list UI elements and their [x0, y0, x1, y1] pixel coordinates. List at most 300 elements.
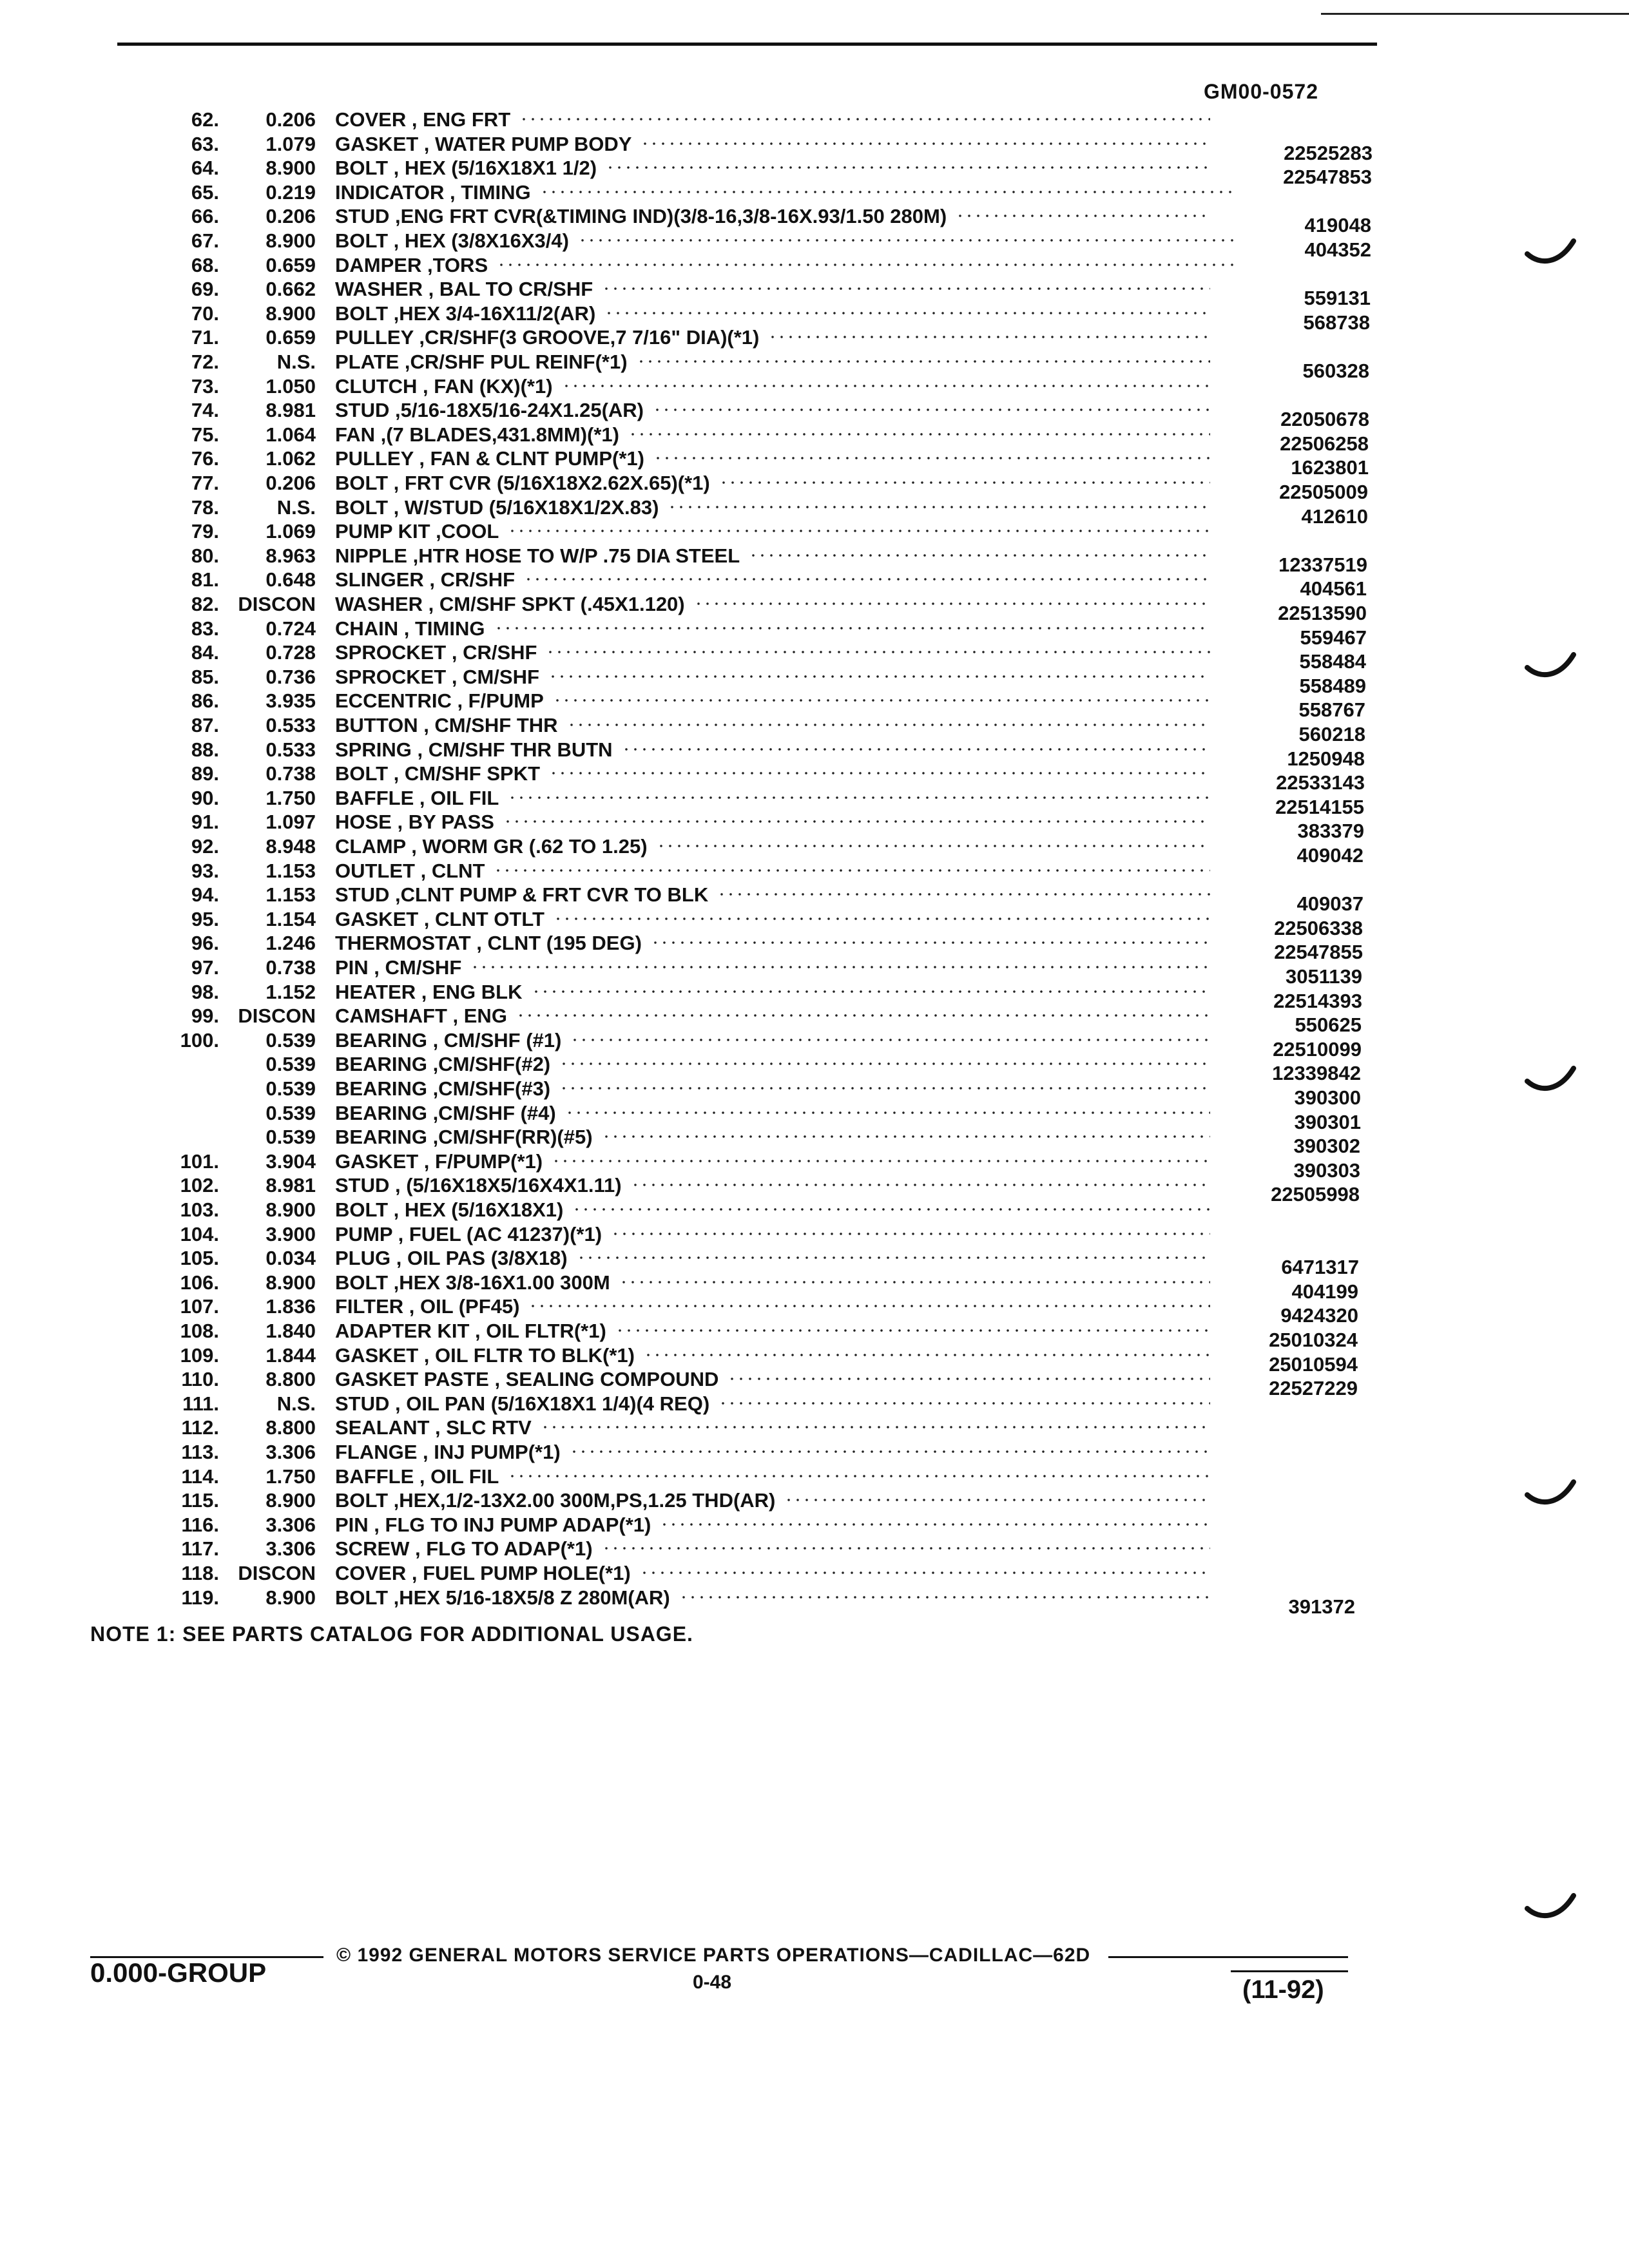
item-number: 97. — [191, 956, 219, 979]
part-row — [0, 132, 1629, 164]
part-description: BUTTON , CM/SHF THR — [335, 714, 558, 736]
part-description: THERMOSTAT , CLNT (195 DEG) — [335, 932, 642, 955]
group-number: 3.306 — [265, 1513, 316, 1536]
part-number: 25010594 — [1269, 1352, 1358, 1376]
dot-leader — [565, 1111, 1210, 1115]
item-number: 62. — [191, 108, 219, 131]
part-number: 22505998 — [1271, 1183, 1360, 1206]
part-row — [0, 1562, 1629, 1586]
part-description: STUD , (5/16X18X5/16X4X1.11) — [335, 1174, 622, 1197]
part-number: 409042 — [1296, 844, 1364, 867]
dot-leader — [628, 432, 1210, 436]
binder-hook-icon — [1525, 1055, 1579, 1110]
part-description: BEARING ,CM/SHF(RR)(#5) — [335, 1126, 593, 1149]
part-row — [0, 883, 1629, 916]
item-number: 94. — [191, 883, 219, 907]
part-row — [0, 1149, 1629, 1182]
part-description: SPROCKET , CM/SHF — [335, 665, 539, 688]
binder-hook-icon — [1525, 642, 1579, 696]
part-description: BOLT , FRT CVR (5/16X18X2.62X.65)(*1) — [335, 472, 710, 494]
part-description: FLANGE , INJ PUMP(*1) — [335, 1441, 561, 1463]
dot-leader — [717, 892, 1210, 896]
part-description: OUTLET , CLNT — [335, 859, 485, 882]
part-row — [0, 617, 1629, 649]
dot-leader — [653, 408, 1210, 412]
group-number: 0.648 — [265, 568, 316, 591]
item-number: 74. — [191, 399, 219, 422]
part-description: PIN , FLG TO INJ PUMP ADAP(*1) — [335, 1513, 651, 1536]
item-number: 90. — [191, 786, 219, 809]
part-description: BOLT , HEX (5/16X18X1 1/2) — [335, 157, 597, 180]
part-description: BEARING ,CM/SHF(#2) — [335, 1053, 551, 1076]
item-number: 93. — [191, 859, 219, 882]
part-number: 25010324 — [1269, 1329, 1358, 1351]
binder-hook-icon — [1525, 1883, 1579, 1937]
item-number: 86. — [191, 689, 219, 713]
part-number: 550625 — [1295, 1014, 1362, 1037]
part-number: 390303 — [1293, 1158, 1360, 1182]
dot-leader — [728, 1377, 1210, 1381]
part-row — [0, 544, 1629, 576]
part-row — [0, 1416, 1629, 1440]
part-description: PLUG , OIL PAS (3/8X18) — [335, 1247, 568, 1270]
item-number: 119. — [181, 1586, 219, 1609]
item-number: 85. — [191, 665, 219, 688]
part-row — [0, 811, 1629, 843]
item-number: 70. — [191, 302, 219, 325]
dot-leader — [553, 698, 1210, 702]
part-row — [0, 423, 1629, 455]
dot-leader — [494, 626, 1210, 630]
item-number: 108. — [180, 1320, 219, 1342]
group-number: 8.963 — [265, 544, 316, 567]
part-row — [0, 108, 1629, 132]
dot-leader — [578, 238, 1236, 242]
part-number: 560218 — [1298, 723, 1365, 745]
part-description: BAFFLE , OIL FIL — [335, 786, 499, 809]
part-description: BEARING ,CM/SHF (#4) — [335, 1101, 556, 1124]
part-row — [0, 1028, 1629, 1061]
part-row — [0, 1320, 1629, 1351]
footnote: NOTE 1: SEE PARTS CATALOG FOR ADDITIONAL USAGE. — [90, 1622, 693, 1646]
corner-rule — [1321, 13, 1629, 15]
part-number: 559131 — [1304, 287, 1371, 310]
group-number: 8.948 — [265, 835, 316, 858]
part-row — [0, 1586, 1629, 1618]
part-description: SPROCKET , CR/SHF — [335, 641, 537, 664]
part-number: 22505009 — [1279, 481, 1368, 503]
group-number: 0.539 — [265, 1028, 316, 1052]
group-number: 0.539 — [265, 1077, 316, 1100]
part-description: BOLT , HEX (5/16X18X1) — [335, 1198, 564, 1221]
part-number: 22050678 — [1280, 408, 1369, 431]
group-number: 1.152 — [265, 980, 316, 1003]
part-row — [0, 520, 1629, 544]
item-number: 101. — [180, 1149, 219, 1173]
part-description: GASKET PASTE , SEALING COMPOUND — [335, 1368, 719, 1391]
part-description: BEARING ,CM/SHF(#3) — [335, 1077, 551, 1100]
item-number: 102. — [180, 1174, 219, 1197]
dot-leader — [570, 1038, 1210, 1042]
part-number: 560328 — [1302, 360, 1369, 382]
dot-leader — [657, 844, 1210, 848]
item-number: 78. — [191, 495, 219, 519]
part-row — [0, 1077, 1629, 1109]
dot-leader — [641, 142, 1210, 146]
part-description: PLATE ,CR/SHF PUL REINF(*1) — [335, 351, 628, 373]
part-number: 22513590 — [1278, 602, 1367, 624]
item-number: 75. — [191, 423, 219, 446]
dot-leader — [679, 1595, 1210, 1599]
part-description: BOLT ,HEX 5/16-18X5/8 Z 280M(AR) — [335, 1586, 670, 1609]
dot-leader — [508, 796, 1210, 800]
dot-leader — [784, 1498, 1210, 1502]
item-number: 98. — [191, 980, 219, 1003]
group-number: 8.900 — [265, 1489, 316, 1512]
item-number: 89. — [191, 762, 219, 785]
part-number: 6471317 — [1281, 1256, 1359, 1279]
part-row — [0, 278, 1629, 310]
dot-leader — [668, 505, 1210, 509]
item-number: 66. — [191, 205, 219, 228]
part-description: STUD ,ENG FRT CVR(&TIMING IND)(3/8-16,3/8-16X.93/1.50 280M) — [335, 205, 947, 228]
part-description: PULLEY ,CR/SHF(3 GROOVE,7 7/16" DIA)(*1) — [335, 326, 760, 349]
group-number: 1.050 — [265, 374, 316, 398]
item-number: 100. — [180, 1028, 219, 1052]
part-number: 22514155 — [1275, 795, 1364, 818]
part-row — [0, 907, 1629, 939]
part-row — [0, 714, 1629, 745]
dot-leader — [653, 456, 1210, 460]
part-row — [0, 1271, 1629, 1303]
item-number: 67. — [191, 229, 219, 252]
dot-leader — [615, 1329, 1210, 1332]
item-number: 110. — [181, 1368, 219, 1391]
header-rule — [117, 43, 1377, 46]
part-number: 1250948 — [1287, 747, 1365, 770]
group-number: N.S. — [276, 1392, 316, 1415]
part-row — [0, 762, 1629, 794]
group-number: 0.738 — [265, 762, 316, 785]
group-number: DISCON — [238, 593, 316, 615]
group-number: 1.750 — [265, 1465, 316, 1488]
part-number: 12339842 — [1272, 1062, 1361, 1085]
item-number: 118. — [181, 1562, 219, 1584]
part-row — [0, 254, 1629, 278]
dot-leader — [540, 190, 1236, 194]
dot-leader — [559, 1086, 1210, 1090]
item-number: 72. — [191, 351, 219, 373]
part-description: DAMPER ,TORS — [335, 253, 488, 276]
dot-leader — [660, 1523, 1210, 1526]
dot-leader — [619, 1280, 1210, 1284]
item-number: 63. — [191, 132, 219, 155]
group-number: 0.659 — [265, 253, 316, 276]
item-number: 111. — [182, 1392, 219, 1415]
group-number: 0.206 — [265, 472, 316, 494]
part-description: BOLT , W/STUD (5/16X18X1/2X.83) — [335, 495, 659, 519]
part-number: 390302 — [1293, 1135, 1360, 1158]
group-number: 0.738 — [265, 956, 316, 979]
part-row — [0, 1441, 1629, 1465]
item-number: 81. — [191, 568, 219, 591]
part-row — [0, 641, 1629, 673]
dot-leader — [572, 1207, 1210, 1211]
footer-date: (11-92) — [1242, 1975, 1324, 2004]
group-number: 3.306 — [265, 1537, 316, 1561]
footer-rule-date — [1231, 1970, 1348, 1972]
part-row — [0, 157, 1629, 189]
part-row — [0, 1368, 1629, 1400]
group-number: 0.533 — [265, 738, 316, 761]
dot-leader — [541, 1425, 1210, 1429]
binder-hook-icon — [1525, 1469, 1579, 1523]
dot-leader — [546, 650, 1210, 654]
item-number: 115. — [181, 1489, 219, 1512]
part-row — [0, 980, 1629, 1012]
part-description: HEATER , ENG BLK — [335, 980, 523, 1003]
group-number: 1.062 — [265, 447, 316, 470]
part-number: 22533143 — [1276, 771, 1365, 794]
group-number: 1.153 — [265, 859, 316, 882]
group-number: DISCON — [238, 1004, 316, 1028]
group-number: 0.539 — [265, 1126, 316, 1149]
item-number: 76. — [191, 447, 219, 470]
item-number: 113. — [181, 1441, 219, 1463]
dot-leader — [604, 311, 1210, 315]
group-number: 8.900 — [265, 229, 316, 252]
part-row — [0, 1489, 1629, 1513]
footer-group-label: 0.000-GROUP — [90, 1957, 267, 1988]
part-description: CHAIN , TIMING — [335, 617, 485, 640]
dot-leader — [567, 723, 1210, 727]
part-row — [0, 447, 1629, 479]
item-number: 68. — [191, 253, 219, 276]
part-row — [0, 326, 1629, 350]
part-description: BOLT ,HEX 3/4-16X11/2(AR) — [335, 302, 596, 325]
part-row — [0, 835, 1629, 867]
part-number: 22514393 — [1273, 989, 1362, 1012]
part-number: 558767 — [1298, 698, 1365, 722]
part-description: SPRING , CM/SHF THR BUTN — [335, 738, 613, 761]
part-number: 22547855 — [1274, 941, 1363, 964]
group-number: 1.246 — [265, 932, 316, 955]
document-id: GM00-0572 — [1204, 80, 1318, 103]
dot-leader — [508, 529, 1210, 533]
part-description: STUD , OIL PAN (5/16X18X1 1/4)(4 REQ) — [335, 1392, 710, 1415]
part-description: BOLT , CM/SHF SPKT — [335, 762, 541, 785]
group-number: 0.034 — [265, 1247, 316, 1270]
part-number: 12337519 — [1278, 553, 1367, 576]
dot-leader — [719, 481, 1210, 485]
dot-leader — [644, 1353, 1210, 1357]
part-description: HOSE , BY PASS — [335, 811, 494, 834]
part-description: SLINGER , CR/SHF — [335, 568, 516, 591]
dot-leader — [640, 1571, 1210, 1575]
dot-leader — [562, 384, 1210, 388]
part-row — [0, 495, 1629, 528]
part-number: 22506338 — [1274, 916, 1363, 939]
item-number: 64. — [191, 157, 219, 180]
group-number: 3.900 — [265, 1222, 316, 1245]
part-description: WASHER , CM/SHF SPKT (.45X1.120) — [335, 593, 685, 615]
dot-leader — [606, 166, 1210, 169]
dot-leader — [956, 214, 1210, 218]
group-number: 1.153 — [265, 883, 316, 907]
group-number: 1.079 — [265, 132, 316, 155]
dot-leader — [470, 965, 1210, 969]
group-number: 0.219 — [265, 180, 316, 204]
part-row — [0, 1465, 1629, 1489]
dot-leader — [577, 1256, 1210, 1260]
part-row — [0, 689, 1629, 722]
item-number: 87. — [191, 714, 219, 736]
part-row — [0, 351, 1629, 382]
part-description: COVER , FUEL PUMP HOLE(*1) — [335, 1562, 631, 1584]
group-number: 0.724 — [265, 617, 316, 640]
footer-rule-right — [1108, 1956, 1348, 1958]
group-number: 8.900 — [265, 1198, 316, 1221]
part-number: 391372 — [1288, 1595, 1355, 1618]
group-number: 1.750 — [265, 786, 316, 809]
item-number: 84. — [191, 641, 219, 664]
dot-leader — [631, 1183, 1210, 1187]
item-number: 103. — [180, 1198, 219, 1221]
part-number: 412610 — [1301, 505, 1368, 528]
dot-leader — [651, 941, 1210, 945]
group-number: 3.306 — [265, 1441, 316, 1463]
dot-leader — [532, 990, 1210, 994]
part-row — [0, 568, 1629, 601]
item-number: 80. — [191, 544, 219, 567]
dot-leader — [718, 1401, 1210, 1405]
dot-leader — [622, 747, 1210, 751]
group-number: 8.900 — [265, 157, 316, 180]
part-row — [0, 956, 1629, 988]
item-number: 83. — [191, 617, 219, 640]
item-number: 73. — [191, 374, 219, 398]
group-number: 1.069 — [265, 520, 316, 543]
item-number: 96. — [191, 932, 219, 955]
part-description: GASKET , OIL FLTR TO BLK(*1) — [335, 1343, 635, 1367]
dot-leader — [516, 1014, 1210, 1017]
part-description: BEARING , CM/SHF (#1) — [335, 1028, 562, 1052]
part-row — [0, 786, 1629, 818]
item-number: 109. — [180, 1343, 219, 1367]
footer-page-number: 0-48 — [693, 1972, 732, 1993]
footer-copyright: © 1992 GENERAL MOTORS SERVICE PARTS OPERATIONS—CADILLAC—62D — [336, 1945, 1091, 1966]
part-row — [0, 375, 1629, 399]
part-description: BOLT , HEX (3/8X16X3/4) — [335, 229, 569, 252]
dot-leader — [602, 1135, 1210, 1139]
part-description: STUD ,5/16-18X5/16-24X1.25(AR) — [335, 399, 644, 422]
part-description: PUMP , FUEL (AC 41237)(*1) — [335, 1222, 602, 1245]
part-number: 419048 — [1304, 214, 1371, 237]
part-row — [0, 229, 1629, 261]
group-number: N.S. — [276, 351, 316, 373]
part-description: SCREW , FLG TO ADAP(*1) — [335, 1537, 593, 1561]
item-number: 71. — [191, 326, 219, 349]
part-description: BOLT ,HEX,1/2-13X2.00 300M,PS,1.25 THD(AR) — [335, 1489, 776, 1512]
part-description: NIPPLE ,HTR HOSE TO W/P .75 DIA STEEL — [335, 544, 740, 567]
part-description: ADAPTER KIT , OIL FLTR(*1) — [335, 1320, 606, 1342]
part-number: 558489 — [1299, 674, 1366, 697]
group-number: 1.844 — [265, 1343, 316, 1367]
group-number: DISCON — [238, 1562, 316, 1584]
group-number: 0.659 — [265, 326, 316, 349]
dot-leader — [749, 553, 1210, 557]
part-number: 1623801 — [1291, 456, 1369, 479]
part-number: 390301 — [1294, 1110, 1361, 1133]
part-number: 9424320 — [1280, 1304, 1358, 1327]
item-number: 104. — [180, 1222, 219, 1245]
part-description: ECCENTRIC , F/PUMP — [335, 689, 544, 713]
group-number: 8.800 — [265, 1416, 316, 1439]
group-number: 1.840 — [265, 1320, 316, 1342]
item-number: 88. — [191, 738, 219, 761]
part-row — [0, 1053, 1629, 1085]
binder-hook-icon — [1525, 228, 1579, 282]
part-row — [0, 1174, 1629, 1206]
group-number: 3.904 — [265, 1149, 316, 1173]
part-row — [0, 1223, 1629, 1247]
group-number: 8.981 — [265, 1174, 316, 1197]
part-row — [0, 1101, 1629, 1133]
part-description: BOLT ,HEX 3/8-16X1.00 300M — [335, 1271, 610, 1294]
group-number: 8.800 — [265, 1368, 316, 1391]
part-description: FILTER , OIL (PF45) — [335, 1295, 520, 1318]
part-row — [0, 860, 1629, 883]
part-number: 390300 — [1294, 1086, 1361, 1109]
dot-leader — [694, 602, 1210, 606]
item-number: 106. — [180, 1271, 219, 1294]
dot-leader — [637, 360, 1210, 363]
part-number: 3051139 — [1286, 965, 1362, 988]
part-row — [0, 665, 1629, 697]
dot-leader — [494, 869, 1210, 872]
item-number: 95. — [191, 907, 219, 930]
part-description: FAN ,(7 BLADES,431.8MM)(*1) — [335, 423, 619, 446]
group-number: 0.206 — [265, 205, 316, 228]
group-number: 0.736 — [265, 665, 316, 688]
item-number: 117. — [181, 1537, 219, 1561]
item-number: 91. — [191, 811, 219, 834]
part-number: 404199 — [1291, 1280, 1358, 1303]
part-description: SEALANT , SLC RTV — [335, 1416, 532, 1439]
group-number: 8.900 — [265, 302, 316, 325]
part-description: CLAMP , WORM GR (.62 TO 1.25) — [335, 835, 648, 858]
part-description: STUD ,CLNT PUMP & FRT CVR TO BLK — [335, 883, 709, 907]
group-number: 0.539 — [265, 1053, 316, 1076]
part-row — [0, 593, 1629, 624]
part-row — [0, 932, 1629, 964]
group-number: 0.728 — [265, 641, 316, 664]
group-number: 0.662 — [265, 278, 316, 301]
part-number: 383379 — [1297, 820, 1364, 843]
part-number: 409037 — [1296, 892, 1364, 916]
item-number: 114. — [181, 1465, 219, 1488]
part-number: 558484 — [1299, 650, 1366, 673]
dot-leader — [519, 117, 1210, 121]
item-number: 92. — [191, 835, 219, 858]
group-number: 8.900 — [265, 1271, 316, 1294]
dot-leader — [503, 820, 1210, 823]
part-row — [0, 1198, 1629, 1222]
dot-leader — [497, 263, 1236, 267]
item-number: 79. — [191, 520, 219, 543]
part-description: PIN , CM/SHF — [335, 956, 462, 979]
part-row — [0, 205, 1629, 237]
